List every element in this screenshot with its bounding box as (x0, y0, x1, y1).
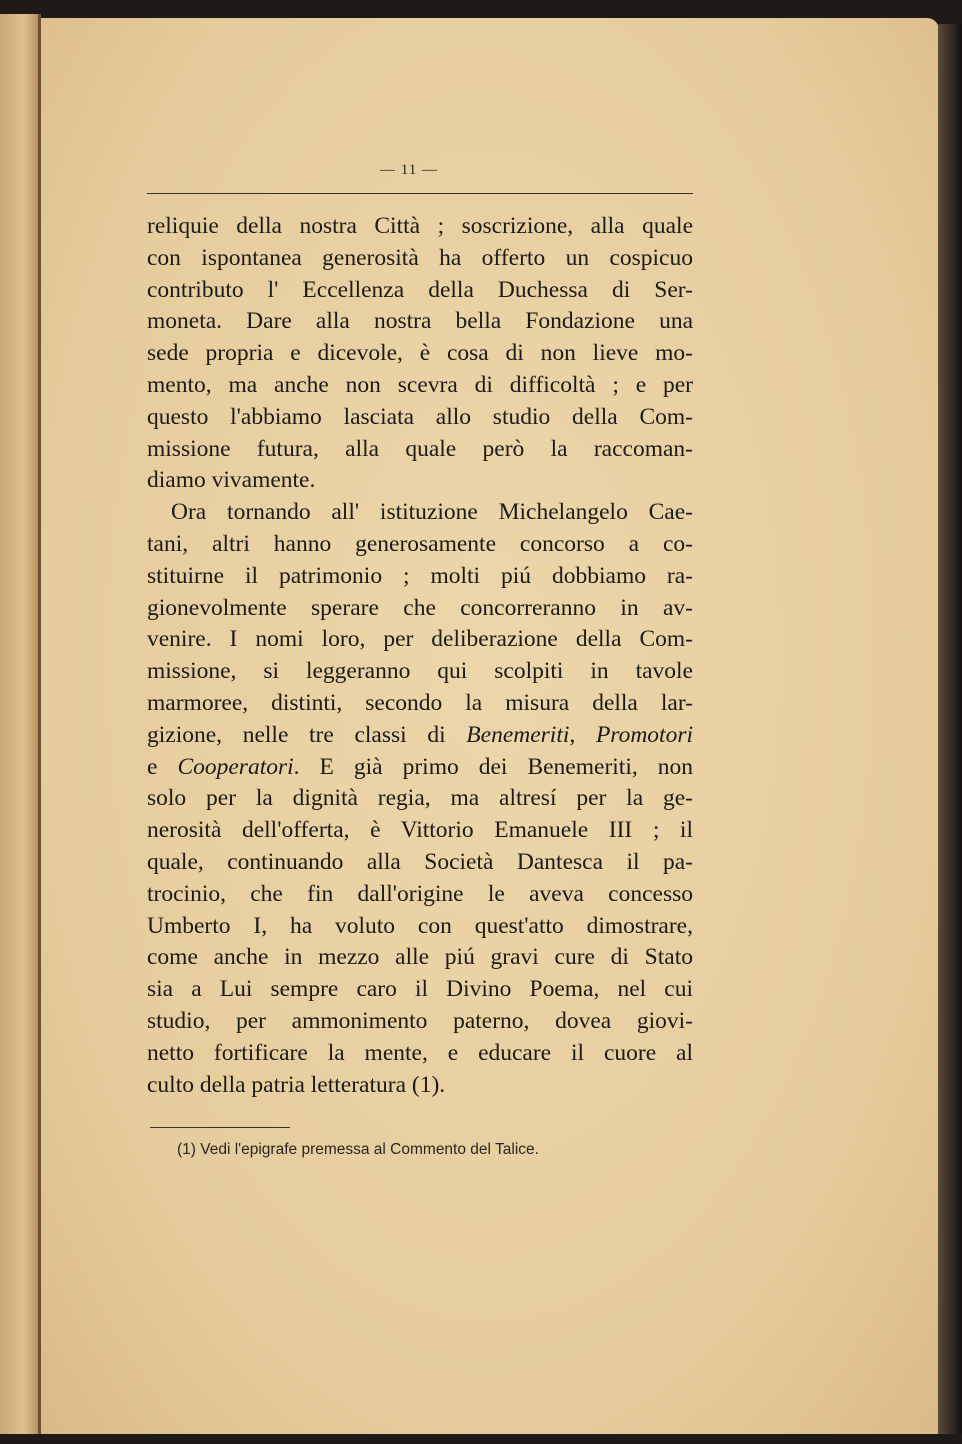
text-segment: solo per la dignità regia, ma altresí per la ge- (147, 785, 693, 812)
text-line (147, 753, 693, 781)
text-segment: trocinio, che fin dall'origine le aveva concesso (147, 880, 693, 907)
text-line (147, 403, 693, 431)
footnote: (1) Vedi l'epigrafe premessa al Commento del Talice. (177, 1141, 539, 1158)
text-line (147, 880, 693, 908)
text-line (147, 339, 693, 367)
header-rule (147, 193, 693, 194)
text-segment: stituirne il patrimonio ; molti piú dobbiamo ra- (147, 562, 693, 589)
text-line (171, 498, 693, 526)
text-segment: Umberto I, ha voluto con quest'atto dimostrare, (147, 912, 693, 939)
text-segment: culto della patria letteratura (1). (147, 1071, 446, 1098)
text-segment: gionevolmente sperare che concorreranno in av- (147, 594, 693, 621)
text-segment: . E già primo dei Benemeriti, non (293, 753, 693, 780)
text-line (147, 435, 693, 463)
text-segment: come anche in mezzo alle piú gravi cure di Stato (147, 944, 693, 971)
text-segment: marmoree, distinti, secondo la misura della lar- (147, 690, 693, 716)
text-line (147, 1071, 693, 1099)
text-segment: gizione, nelle tre classi di (147, 721, 467, 748)
facing-page-edge (0, 14, 40, 1434)
text-line (147, 307, 693, 335)
text-line (147, 562, 693, 590)
text-line (147, 657, 693, 685)
text-segment: missione, si leggeranno qui scolpiti in tavole (147, 658, 693, 685)
text-segment: questo l'abbiamo lasciata allo studio della Com- (147, 403, 693, 430)
text-line (147, 912, 693, 940)
footnote-rule (150, 1127, 290, 1128)
text-line (147, 530, 693, 558)
text-segment: nerosità dell'offerta, è Vittorio Emanuele III ; il (147, 817, 693, 844)
text-line (147, 625, 693, 653)
text-segment: mento, ma anche non scevra di difficoltà ; e per (147, 372, 693, 398)
text-line (147, 212, 693, 240)
text-segment: studio, per ammonimento paterno, dovea giovi- (147, 1008, 693, 1034)
text-segment: moneta. Dare alla nostra bella Fondazione una (147, 308, 693, 335)
text-segment: quale, continuando alla Società Dantesca il pa- (147, 849, 693, 875)
text-line (147, 371, 693, 399)
text-line (147, 816, 693, 844)
text-line (147, 594, 693, 622)
italic-text: Promotori (595, 721, 693, 748)
text-segment: missione futura, alla quale però la raccoman- (147, 435, 693, 462)
text-line (147, 721, 693, 749)
text-segment: tani, altri hanno generosamente concorso a co- (147, 531, 693, 557)
text-line (147, 276, 693, 304)
text-line (147, 1039, 693, 1067)
text-line (147, 784, 693, 812)
text-segment: diamo vivamente. (147, 467, 316, 494)
text-segment: , (569, 721, 596, 748)
text-segment: sia a Lui sempre caro il Divino Poema, nel cui (147, 976, 693, 1003)
text-segment: con ispontanea generosità ha offerto un cospicuo (147, 244, 693, 271)
text-line (147, 689, 693, 717)
text-line (147, 1007, 693, 1035)
text-line (147, 466, 693, 494)
text-segment: contributo l' Eccellenza della Duchessa di Ser- (147, 276, 693, 303)
text-segment: e (147, 753, 178, 780)
text-segment: Ora tornando all' istituzione Michelangelo Cae- (171, 499, 693, 526)
text-line (147, 244, 693, 272)
page-number: — 11 — (380, 162, 438, 178)
text-segment: netto fortificare la mente, e educare il cuore al (147, 1039, 693, 1066)
text-segment: sede propria e dicevole, è cosa di non lieve mo- (147, 340, 693, 367)
text-line (147, 848, 693, 876)
text-line (147, 943, 693, 971)
text-line (147, 975, 693, 1003)
page-right-edge (938, 24, 962, 1434)
text-segment: reliquie della nostra Città ; soscrizione, alla quale (147, 213, 693, 239)
italic-text: Benemeriti (466, 721, 570, 748)
text-segment: venire. I nomi loro, per deliberazione della Com- (147, 626, 693, 653)
italic-text: Cooperatori (177, 753, 294, 780)
